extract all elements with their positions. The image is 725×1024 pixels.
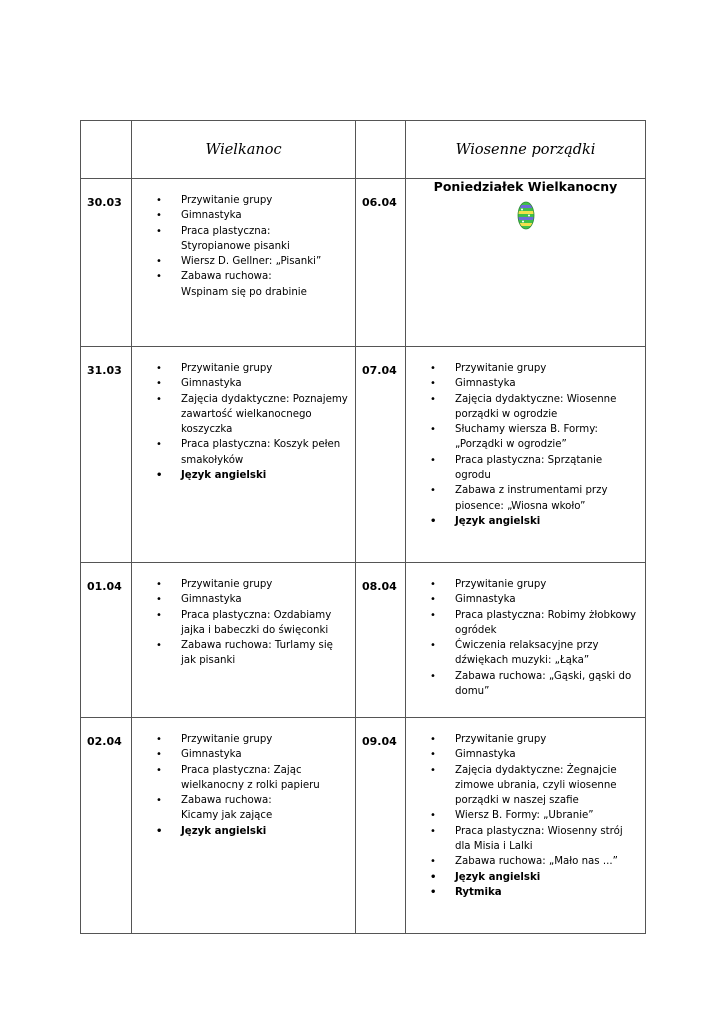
list-item: • Wiersz D. Gellner: „Pisanki” — [132, 254, 351, 269]
activities-cell — [132, 563, 356, 718]
date-cell: 31.03 — [81, 347, 132, 563]
holiday-cell — [406, 179, 646, 347]
date-cell: 06.04 — [356, 179, 406, 347]
list-item: • Przywitanie grupy — [132, 732, 351, 747]
list-item: • Rytmika — [406, 885, 641, 900]
activities-cell — [132, 718, 356, 934]
list-item: • Słuchamy wiersza B. Formy: „Porządki w ogrodzie” — [406, 422, 641, 453]
list-item: • Praca plastyczna: Sprzątanie ogrodu — [406, 453, 641, 484]
list-item: • Zabawa ruchowa: „Gąski, gąski do domu” — [406, 669, 641, 700]
list-item: • Język angielski — [406, 514, 641, 529]
list-item: • Zajęcia dydaktyczne: Żegnajcie zimowe ubrania, czyli wiosenne porządki w naszej szafie — [406, 763, 641, 809]
header-row — [81, 121, 646, 179]
list-item: • Zabawa ruchowa: Turlamy się jak pisanki — [132, 638, 351, 669]
activities-cell — [406, 718, 646, 934]
date-cell: 02.04 — [81, 718, 132, 934]
list-item: • Praca plastyczna: — [132, 224, 351, 239]
list-item: • Przywitanie grupy — [132, 577, 351, 592]
table-row — [81, 179, 646, 347]
list-item: • Przywitanie grupy — [406, 361, 641, 376]
date-cell: 07.04 — [356, 347, 406, 563]
list-item: • Zabawa ruchowa: — [132, 793, 351, 808]
date-cell: 01.04 — [81, 563, 132, 718]
list-item: • Praca plastyczna: Zając wielkanocny z rolki papieru — [132, 763, 351, 794]
date-cell: 09.04 — [356, 718, 406, 934]
activities-cell — [132, 179, 356, 347]
schedule-table — [80, 120, 646, 934]
list-item: • Gimnastyka — [406, 376, 641, 391]
activity-list — [406, 718, 645, 908]
holiday-label: Poniedziałek Wielkanocny — [433, 179, 618, 194]
activity-list — [132, 347, 355, 491]
table-row — [81, 563, 646, 718]
list-item: • Zabawa ruchowa: — [132, 269, 351, 284]
activity-list — [132, 718, 355, 847]
activity-list — [132, 563, 355, 677]
week2-title: Wiosenne porządki — [406, 121, 646, 179]
date-cell: 08.04 — [356, 563, 406, 718]
list-item: • Przywitanie grupy — [132, 193, 351, 208]
easter-egg-icon — [517, 200, 535, 230]
list-item: • Przywitanie grupy — [406, 732, 641, 747]
list-item: • Język angielski — [132, 824, 351, 839]
table-row — [81, 718, 646, 934]
list-item: Styropianowe pisanki — [181, 240, 290, 252]
activity-list — [132, 179, 355, 308]
list-item: • Praca plastyczna: Robimy żłobkowy ogródek — [406, 608, 641, 639]
list-item: Kicamy jak zające — [181, 810, 273, 822]
list-item: • Zajęcia dydaktyczne: Wiosenne porządki w ogrodzie — [406, 392, 641, 423]
list-item: • Praca plastyczna: Koszyk pełen smakołyków — [132, 437, 351, 468]
list-item: • Gimnastyka — [132, 747, 351, 762]
activities-cell — [406, 347, 646, 563]
list-item: • Gimnastyka — [132, 592, 351, 607]
list-item: • Przywitanie grupy — [406, 577, 641, 592]
date-cell: 30.03 — [81, 179, 132, 347]
activities-cell — [132, 347, 356, 563]
list-item: • Zabawa z instrumentami przy piosence: „Wiosna wkoło” — [406, 483, 641, 514]
list-item: • Wiersz B. Formy: „Ubranie” — [406, 808, 641, 823]
table-row — [81, 347, 646, 563]
list-item: • Praca plastyczna: Wiosenny strój dla Misia i Lalki — [406, 824, 641, 855]
activities-cell — [406, 563, 646, 718]
list-item: • Gimnastyka — [132, 376, 351, 391]
list-item: • Gimnastyka — [406, 747, 641, 762]
list-item: • Język angielski — [132, 468, 351, 483]
list-item: • Praca plastyczna: Ozdabiamy jajka i babeczki do święconki — [132, 608, 351, 639]
list-item: • Gimnastyka — [132, 208, 351, 223]
activity-list — [406, 563, 645, 707]
list-item: • Zajęcia dydaktyczne: Poznajemy zawartość wielkanocnego koszyczka — [132, 392, 351, 438]
week1-title: Wielkanoc — [132, 121, 356, 179]
list-item: • Język angielski — [406, 870, 641, 885]
list-item: • Przywitanie grupy — [132, 361, 351, 376]
list-item: • Ćwiczenia relaksacyjne przy dźwiękach muzyki: „Łąka” — [406, 638, 641, 669]
list-item: • Gimnastyka — [406, 592, 641, 607]
empty-header-cell — [356, 121, 406, 179]
empty-header-cell — [81, 121, 132, 179]
list-item: • Zabawa ruchowa: „Mało nas ...” — [406, 854, 641, 869]
list-item: Wspinam się po drabinie — [181, 286, 307, 298]
activity-list — [406, 347, 645, 537]
